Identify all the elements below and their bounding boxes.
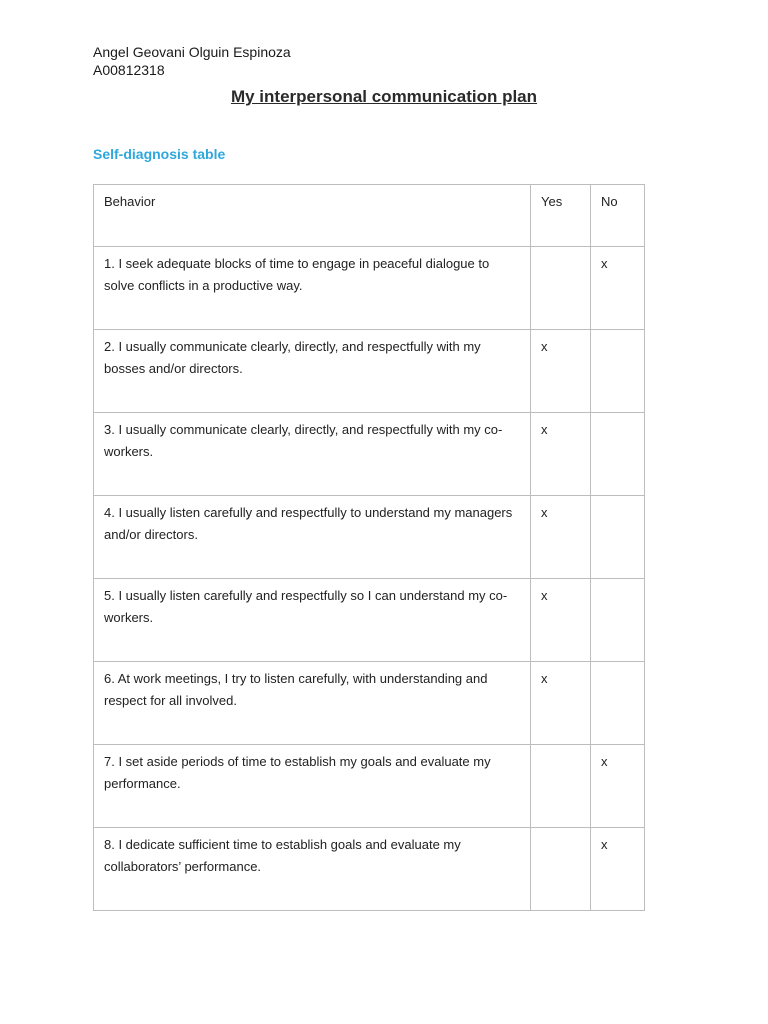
yes-cell: x [531, 330, 591, 413]
no-cell: x [591, 247, 645, 330]
author-id: A00812318 [93, 62, 165, 78]
behavior-cell: 4. I usually listen carefully and respectfully to understand my managers and/or directors. [94, 496, 531, 579]
document-title: My interpersonal communication plan [230, 87, 538, 106]
behavior-cell: 3. I usually communicate clearly, directly, and respectfully with my co-workers. [94, 413, 531, 496]
yes-cell [531, 247, 591, 330]
table-row [94, 745, 645, 828]
yes-cell [531, 745, 591, 828]
no-cell: x [591, 745, 645, 828]
no-cell [591, 413, 645, 496]
table-row [94, 413, 645, 496]
no-cell [591, 330, 645, 413]
behavior-cell: 2. I usually communicate clearly, directly, and respectfully with my bosses and/or directors. [94, 330, 531, 413]
table-row [94, 579, 645, 662]
self-diagnosis-table [93, 184, 645, 911]
yes-cell [531, 828, 591, 911]
behavior-cell: 1. I seek adequate blocks of time to engage in peaceful dialogue to solve conflicts in a productive way. [94, 247, 531, 330]
yes-cell: x [531, 413, 591, 496]
yes-cell: x [531, 662, 591, 745]
table-row [94, 247, 645, 330]
table-row [94, 662, 645, 745]
no-cell: x [591, 828, 645, 911]
author-name: Angel Geovani Olguin Espinoza [93, 44, 291, 60]
yes-cell: x [531, 496, 591, 579]
no-cell [591, 579, 645, 662]
header-behavior: Behavior [94, 185, 531, 247]
header-yes: Yes [531, 185, 591, 247]
table-row [94, 496, 645, 579]
section-heading: Self-diagnosis table [93, 146, 226, 162]
table-row [94, 828, 645, 911]
table-row [94, 330, 645, 413]
behavior-cell: 6. At work meetings, I try to listen carefully, with understanding and respect for all involved. [94, 662, 531, 745]
no-cell [591, 662, 645, 745]
behavior-cell: 7. I set aside periods of time to establish my goals and evaluate my performance. [94, 745, 531, 828]
no-cell [591, 496, 645, 579]
header-no: No [591, 185, 645, 247]
yes-cell: x [531, 579, 591, 662]
behavior-cell: 8. I dedicate sufficient time to establish goals and evaluate my collaborators’ performance. [94, 828, 531, 911]
table-header-row [94, 185, 645, 247]
author-block [93, 43, 291, 79]
behavior-cell: 5. I usually listen carefully and respectfully so I can understand my co-workers. [94, 579, 531, 662]
